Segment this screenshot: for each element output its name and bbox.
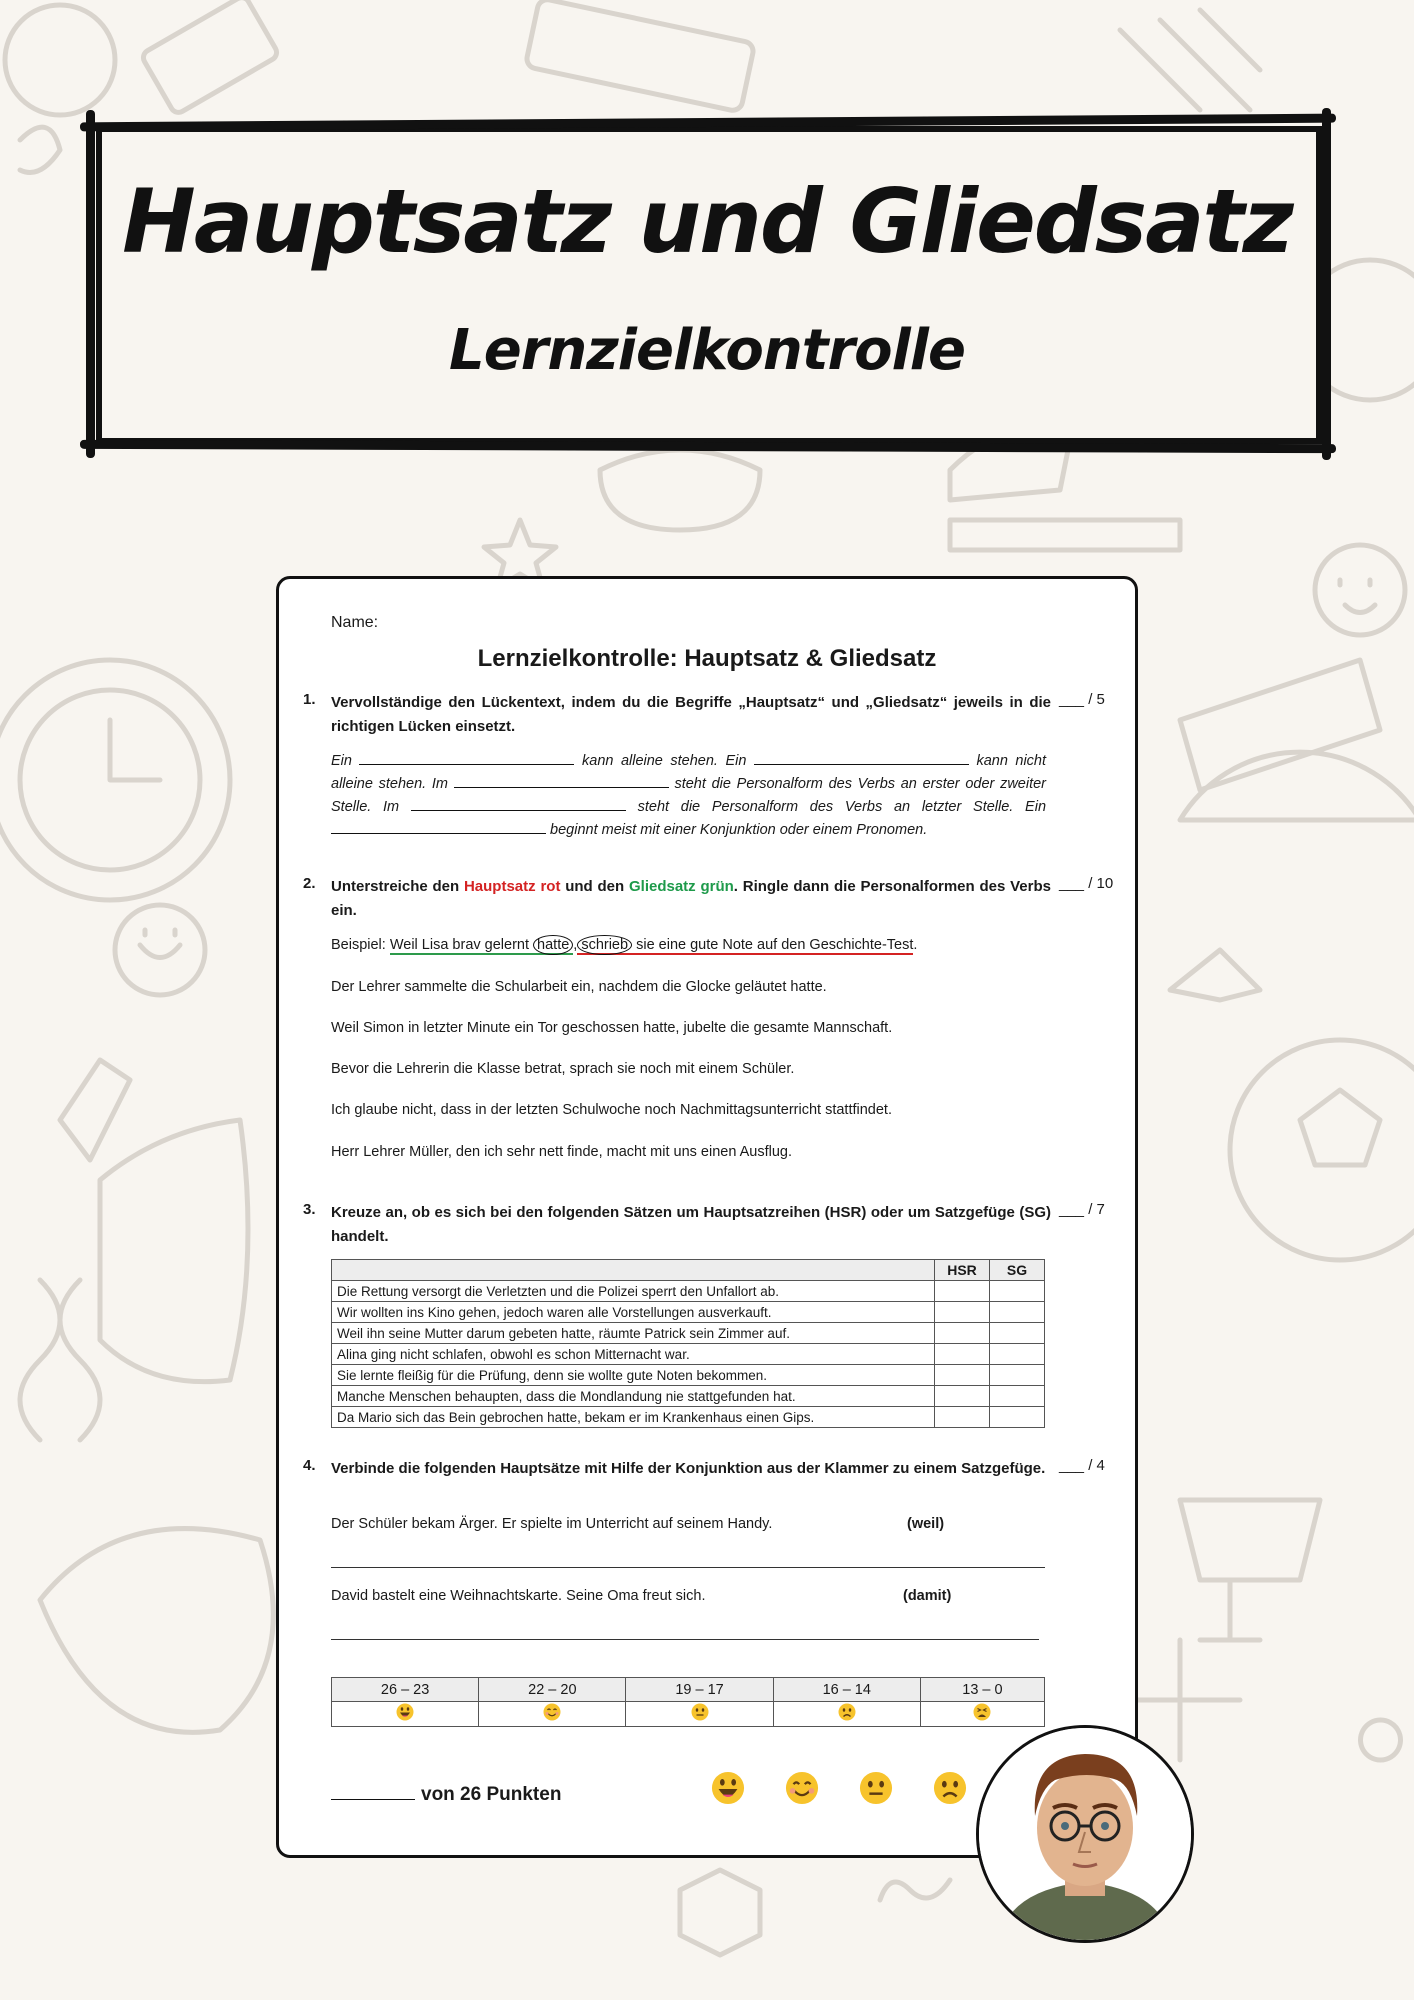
task-3 bbox=[303, 1201, 1051, 1249]
table-row bbox=[332, 1302, 1045, 1323]
checkbox-sg[interactable] bbox=[990, 1407, 1045, 1428]
worksheet bbox=[276, 576, 1138, 1858]
cloze-blank[interactable] bbox=[331, 819, 546, 834]
instruction-text: . Ringle dann die Personalformen des Verbs ein. bbox=[331, 878, 1051, 919]
banner-stroke-right bbox=[1322, 108, 1331, 460]
task-2-instruction bbox=[331, 875, 1051, 923]
table-header-empty bbox=[332, 1260, 935, 1281]
answer-line[interactable] bbox=[331, 1638, 1039, 1640]
checkbox-hsr[interactable] bbox=[935, 1407, 990, 1428]
banner-stroke-left bbox=[86, 110, 95, 458]
grade-icon-cell bbox=[773, 1702, 920, 1727]
table-row bbox=[332, 1407, 1045, 1428]
cloze-text: beginnt meist mit einer Konjunktion oder einem Pronomen. bbox=[550, 822, 928, 838]
checkbox-sg[interactable] bbox=[990, 1365, 1045, 1386]
task-4-conjunction: (damit) bbox=[903, 1588, 952, 1604]
name-label: Name: bbox=[331, 614, 379, 631]
table-row bbox=[332, 1323, 1045, 1344]
checkbox-hsr[interactable] bbox=[935, 1281, 990, 1302]
grading-range-row bbox=[332, 1678, 1045, 1702]
example-green-text: Weil Lisa brav gelernt bbox=[389, 937, 534, 953]
task-3-points: ___ / 7 bbox=[1059, 1201, 1105, 1218]
table-row bbox=[332, 1344, 1045, 1365]
table-cell-sentence: Alina ging nicht schlafen, obwohl es schon Mitternacht war. bbox=[332, 1344, 935, 1365]
checkbox-hsr[interactable] bbox=[935, 1323, 990, 1344]
task-2-points: ___ / 10 bbox=[1059, 875, 1114, 892]
checkbox-sg[interactable] bbox=[990, 1323, 1045, 1344]
table-row bbox=[332, 1365, 1045, 1386]
table-header-hsr: HSR bbox=[935, 1260, 990, 1281]
example-label: Beispiel: bbox=[331, 937, 386, 953]
tired-face-icon bbox=[973, 1703, 991, 1721]
checkbox-sg[interactable] bbox=[990, 1386, 1045, 1407]
total-points bbox=[331, 1784, 561, 1806]
grade-range: 26 – 23 bbox=[332, 1678, 479, 1702]
table-cell-sentence: Manche Menschen behaupten, dass die Mondlandung nie stattgefunden hat. bbox=[332, 1386, 935, 1407]
grade-range: 16 – 14 bbox=[773, 1678, 920, 1702]
checkbox-hsr[interactable] bbox=[935, 1386, 990, 1407]
checkbox-hsr[interactable] bbox=[935, 1365, 990, 1386]
task-2-sentence[interactable]: Weil Simon in letzter Minute ein Tor geschossen hatte, jubelte die gesamte Mannschaft. bbox=[331, 1020, 893, 1036]
frowning-face-icon bbox=[933, 1771, 967, 1805]
task-2-example bbox=[331, 937, 917, 953]
task-1-cloze-text bbox=[331, 750, 1046, 842]
grade-icon-cell bbox=[332, 1702, 479, 1727]
instruction-text: Unterstreiche den bbox=[331, 878, 464, 895]
task-4-number: 4. bbox=[303, 1457, 316, 1474]
cloze-text: steht die Personalform des Verbs an letzter Stelle. Ein bbox=[637, 799, 1047, 815]
total-points-blank[interactable] bbox=[331, 1799, 415, 1800]
worksheet-title: Lernzielkontrolle: Hauptsatz & Gliedsatz bbox=[477, 645, 937, 672]
page-title: Hauptsatz und Gliedsatz bbox=[122, 170, 1292, 273]
cloze-blank[interactable] bbox=[754, 750, 969, 765]
grade-range: 13 – 0 bbox=[920, 1678, 1044, 1702]
grade-range: 22 – 20 bbox=[479, 1678, 626, 1702]
checkbox-hsr[interactable] bbox=[935, 1344, 990, 1365]
task-1-instruction: Vervollständige den Lückentext, indem du die Begriffe „Hauptsatz“ und „Gliedsatz“ jeweils in die richtigen Lücken einsetzt. bbox=[331, 694, 1051, 735]
smiling-face-icon bbox=[785, 1771, 819, 1805]
table-cell-sentence: Sie lernte fleißig für die Prüfung, denn sie wollte gute Noten bekommen. bbox=[332, 1365, 935, 1386]
instruction-red-text: Hauptsatz rot bbox=[463, 878, 561, 895]
cloze-text: steht die Personalform des Verbs an erster oder zweiter Stelle. Im bbox=[331, 776, 1047, 815]
example-hauptsatz bbox=[577, 937, 913, 955]
task-1-points: ___ / 5 bbox=[1059, 691, 1105, 708]
smiling-face-icon bbox=[543, 1703, 561, 1721]
task-1 bbox=[303, 691, 1051, 739]
example-red-text: sie eine gute Note auf den Geschichte-Test bbox=[632, 937, 914, 953]
circled-verb: hatte bbox=[533, 935, 573, 955]
cloze-text: kann alleine stehen. Ein bbox=[582, 753, 747, 769]
instruction-green-text: Gliedsatz grün bbox=[628, 878, 734, 895]
total-points-label: von 26 Punkten bbox=[421, 1784, 562, 1805]
student-portrait-icon bbox=[979, 1728, 1191, 1940]
grade-icon-cell bbox=[626, 1702, 773, 1727]
example-comma: , bbox=[573, 937, 578, 953]
cloze-blank[interactable] bbox=[359, 750, 574, 765]
table-row bbox=[332, 1281, 1045, 1302]
grading-table bbox=[331, 1677, 1045, 1727]
frowning-face-icon bbox=[838, 1703, 856, 1721]
task-2-sentence[interactable]: Der Lehrer sammelte die Schularbeit ein, nachdem die Glocke geläutet hatte. bbox=[331, 979, 827, 995]
task-4 bbox=[303, 1457, 1051, 1481]
task-4-instruction: Verbinde die folgenden Hauptsätze mit Hilfe der Konjunktion aus der Klammer zu einem Satzgefüge. bbox=[331, 1460, 1046, 1477]
task-4-points: ___ / 4 bbox=[1059, 1457, 1105, 1474]
task-1-number: 1. bbox=[303, 691, 316, 708]
table-cell-sentence: Weil ihn seine Mutter darum gebeten hatte, räumte Patrick sein Zimmer auf. bbox=[332, 1323, 935, 1344]
grade-icon-cell bbox=[920, 1702, 1044, 1727]
checkbox-sg[interactable] bbox=[990, 1344, 1045, 1365]
checkbox-sg[interactable] bbox=[990, 1281, 1045, 1302]
circled-verb: schrieb bbox=[577, 935, 632, 955]
table-header-row bbox=[332, 1260, 1045, 1281]
instruction-text: und den bbox=[560, 878, 629, 895]
task-2 bbox=[303, 875, 1051, 923]
cloze-blank[interactable] bbox=[411, 796, 626, 811]
avatar bbox=[976, 1725, 1194, 1943]
example-period: . bbox=[913, 937, 918, 953]
answer-line[interactable] bbox=[331, 1566, 1045, 1568]
cloze-blank[interactable] bbox=[454, 773, 669, 788]
grinning-face-icon bbox=[396, 1703, 414, 1721]
task-3-instruction: Kreuze an, ob es sich bei den folgenden Sätzen um Hauptsatzreihen (HSR) oder um Satzgefüge (SG) handelt. bbox=[331, 1204, 1051, 1245]
page-subtitle: Lernzielkontrolle bbox=[449, 318, 965, 383]
task-2-sentence[interactable]: Herr Lehrer Müller, den ich sehr nett finde, macht mit uns einen Ausflug. bbox=[331, 1144, 793, 1160]
task-2-number: 2. bbox=[303, 875, 316, 892]
neutral-face-icon bbox=[691, 1703, 709, 1721]
cloze-text: Ein bbox=[331, 753, 352, 769]
task-4-item-text: Der Schüler bekam Ärger. Er spielte im Unterricht auf seinem Handy. bbox=[331, 1516, 773, 1532]
task-4-conjunction: (weil) bbox=[907, 1516, 945, 1532]
neutral-face-icon bbox=[859, 1771, 893, 1805]
task-4-item-text: David bastelt eine Weihnachtskarte. Seine Oma freut sich. bbox=[331, 1588, 706, 1604]
example-gliedsatz bbox=[390, 937, 573, 955]
table-cell-sentence: Wir wollten ins Kino gehen, jedoch waren alle Vorstellungen ausverkauft. bbox=[332, 1302, 935, 1323]
table-cell-sentence: Die Rettung versorgt die Verletzten und die Polizei sperrt den Unfallort ab. bbox=[332, 1281, 935, 1302]
grading-icon-row bbox=[332, 1702, 1045, 1727]
task-3-number: 3. bbox=[303, 1201, 316, 1218]
checkbox-sg[interactable] bbox=[990, 1302, 1045, 1323]
cloze-text: kann nicht alleine stehen. Im bbox=[331, 753, 1047, 792]
task-2-sentence[interactable]: Ich glaube nicht, dass in der letzten Schulwoche noch Nachmittagsunterricht stattfindet. bbox=[331, 1102, 892, 1118]
table-cell-sentence: Da Mario sich das Bein gebrochen hatte, bekam er im Krankenhaus einen Gips. bbox=[332, 1407, 935, 1428]
table-header-sg: SG bbox=[990, 1260, 1045, 1281]
task-2-sentence[interactable]: Bevor die Lehrerin die Klasse betrat, sprach sie noch mit einem Schüler. bbox=[331, 1061, 795, 1077]
checkbox-hsr[interactable] bbox=[935, 1302, 990, 1323]
grade-icon-cell bbox=[479, 1702, 626, 1727]
grinning-face-icon bbox=[711, 1771, 745, 1805]
grade-range: 19 – 17 bbox=[626, 1678, 773, 1702]
hsr-sg-table bbox=[331, 1259, 1045, 1428]
table-row bbox=[332, 1386, 1045, 1407]
